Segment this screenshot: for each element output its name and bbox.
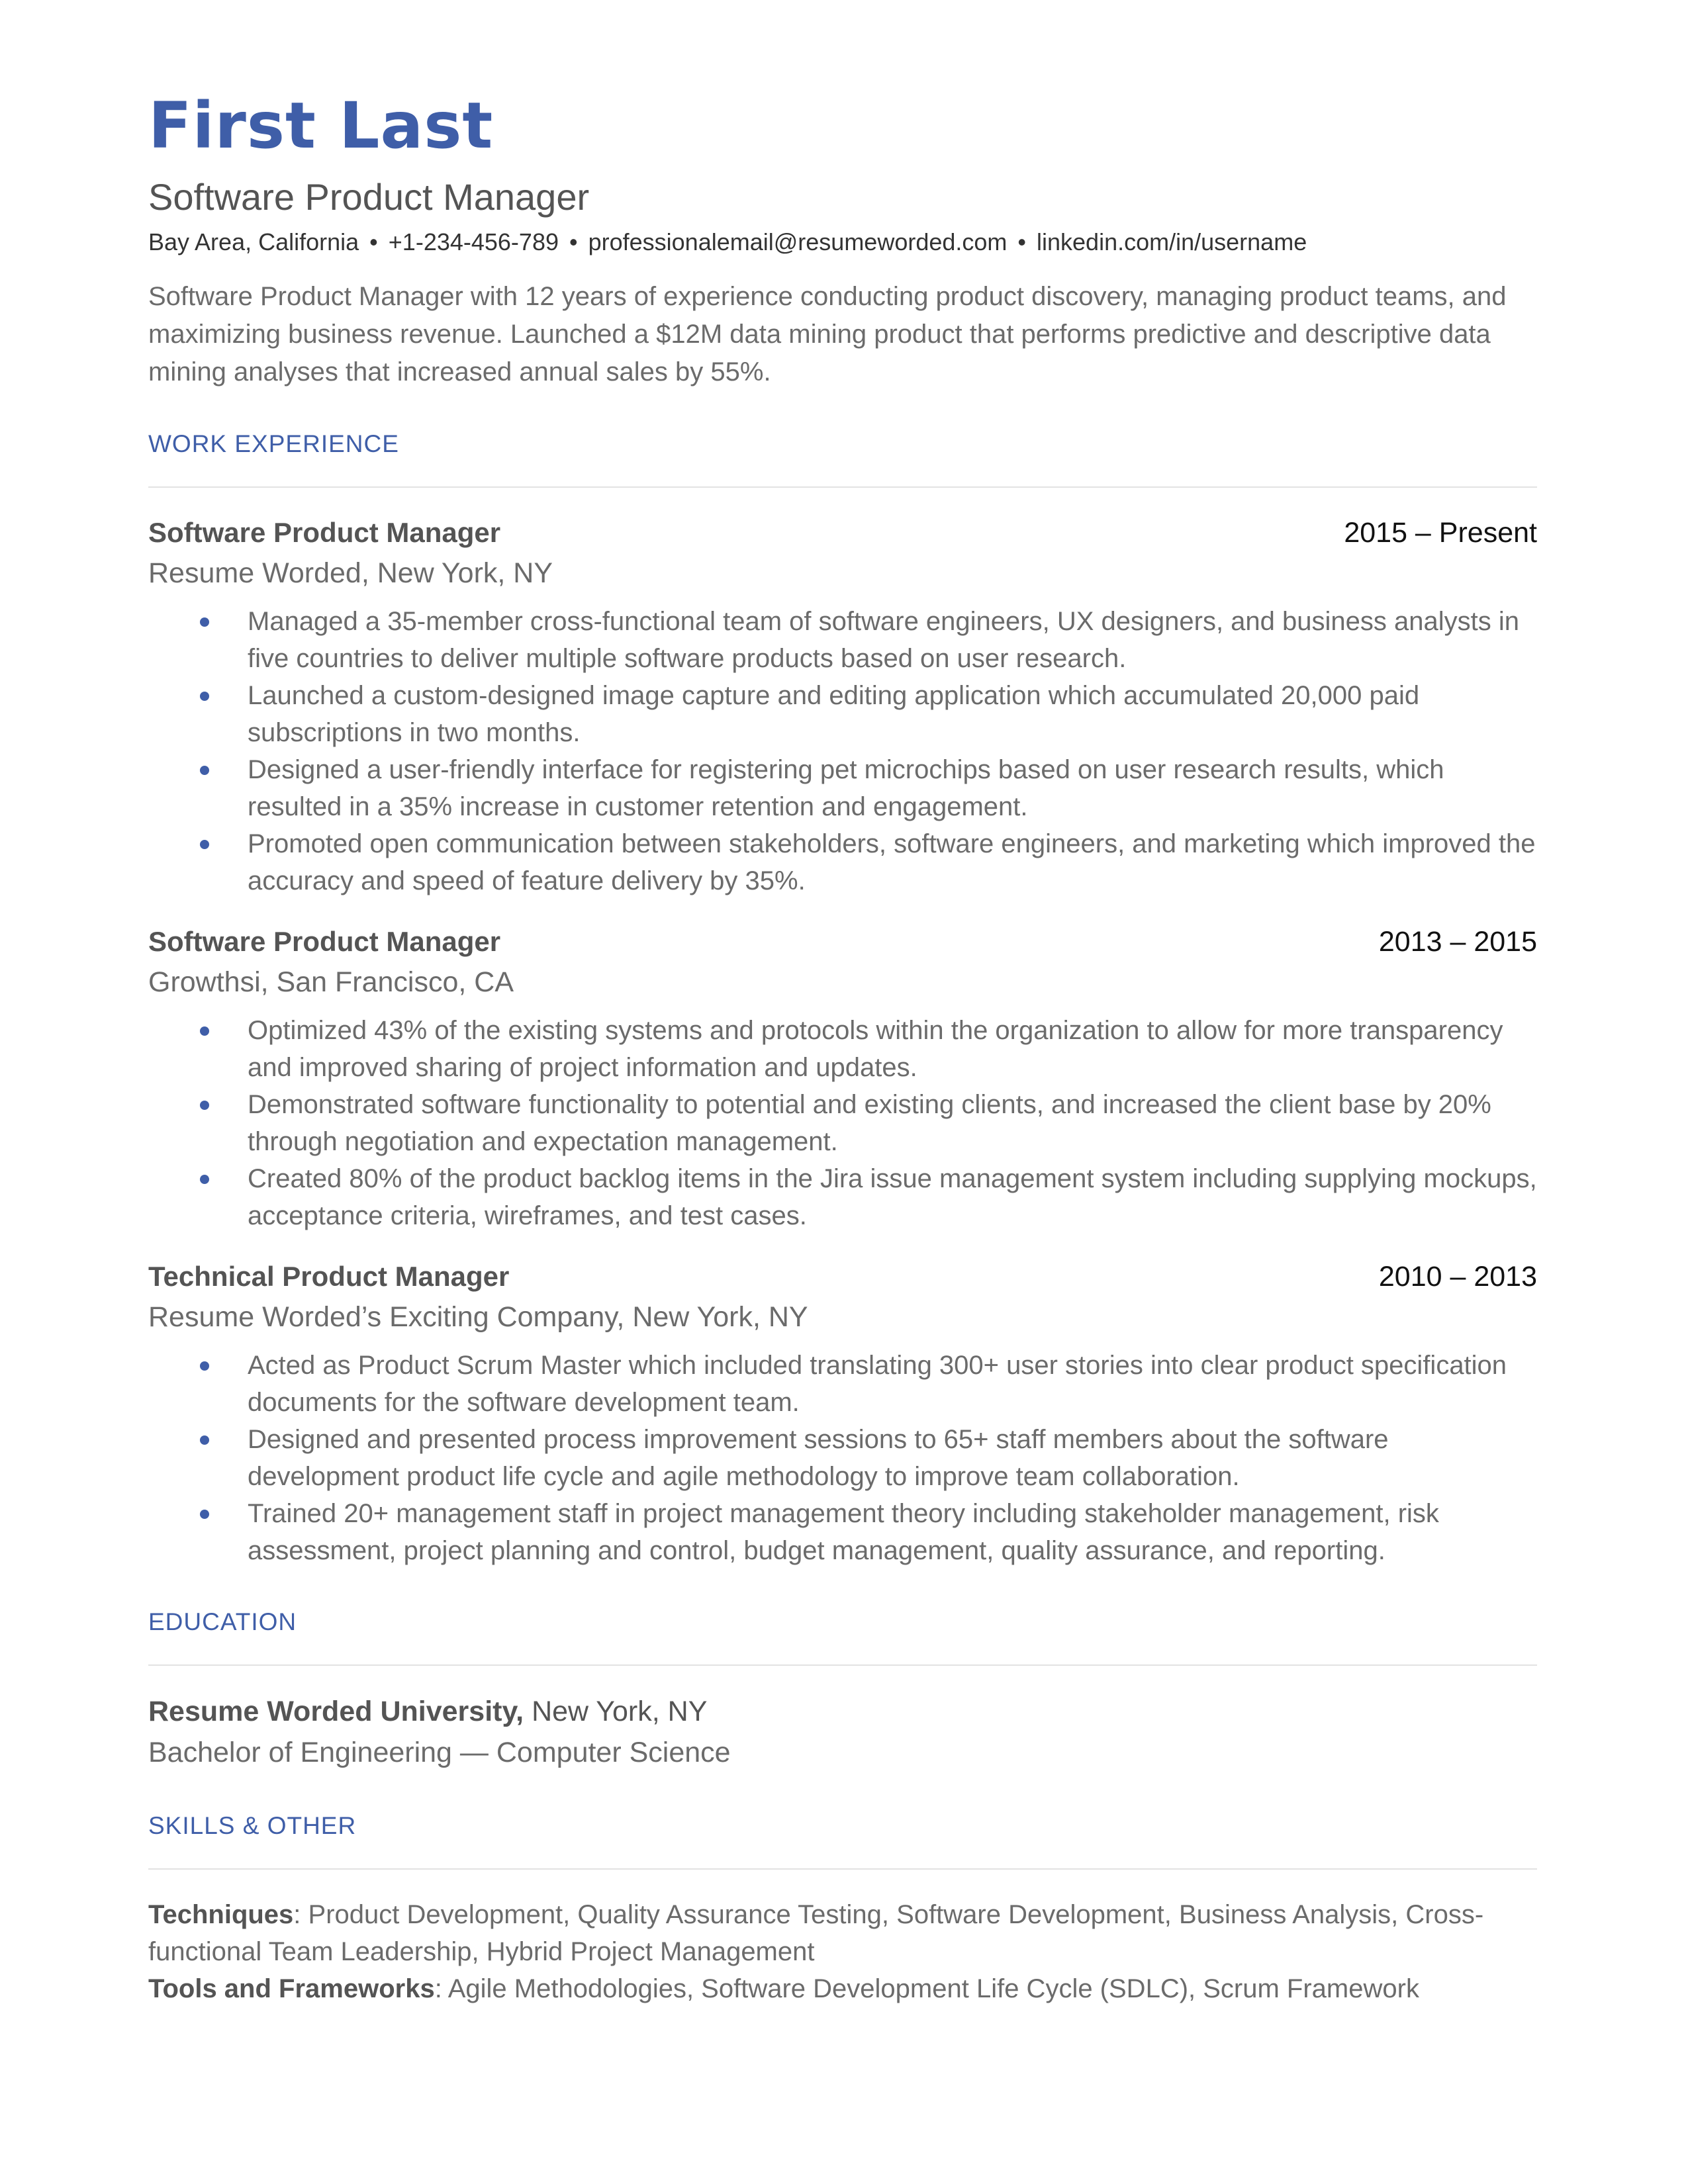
job-entry: [148, 922, 1537, 1234]
work-experience-heading: WORK EXPERIENCE: [148, 430, 399, 457]
contact-separator: •: [1017, 228, 1027, 255]
job-bullets: [148, 1012, 1537, 1234]
job-dates: 2013 – 2015: [1378, 926, 1537, 958]
education-entry: [148, 1691, 1537, 1773]
contact-separator: •: [569, 228, 578, 255]
bullet-text: Optimized 43% of the existing systems and protocols within the organization to allow for more transparency and improved sharing of project information and updates.: [248, 1016, 1503, 1082]
job-company: Resume Worded’s Exciting Company, New York, NY: [148, 1301, 808, 1333]
education-school-line: [148, 1691, 1537, 1732]
resume-page: [148, 85, 1537, 2007]
education-school: Resume Worded University,: [148, 1696, 524, 1727]
bullet-text: Promoted open communication between stakeholders, software engineers, and marketing which improved the accuracy and speed of feature delivery by 35%.: [248, 829, 1536, 895]
skills-tools-label: Tools and Frameworks: [148, 1974, 435, 2003]
bullet-icon: [200, 840, 209, 849]
bullet-text: Managed a 35-member cross-functional team of software engineers, UX designers, and business analysts in five countries to deliver multiple software products based on user research.: [248, 607, 1519, 673]
skills-block: [148, 1896, 1537, 2007]
contact-phone: +1-234-456-789: [388, 228, 559, 255]
job-role: Technical Product Manager: [148, 1261, 510, 1292]
job-company: Resume Worded, New York, NY: [148, 557, 553, 589]
job-entry: [148, 1257, 1537, 1569]
bullet-item: [148, 1421, 1537, 1495]
skills-tools: [148, 1970, 1537, 2007]
education-heading: EDUCATION: [148, 1608, 297, 1635]
candidate-title: Software Product Manager: [148, 176, 590, 218]
skills-techniques-list: : Product Development, Quality Assurance Testing, Software Development, Business Analysis, Cross-functional Team Leadership, Hybrid Project Management: [148, 1900, 1484, 1966]
contact-location: Bay Area, California: [148, 228, 359, 255]
skills-techniques-label: Techniques: [148, 1900, 294, 1929]
education-location: New York, NY: [532, 1696, 708, 1727]
section-divider: [148, 1664, 1537, 1666]
bullet-item: [148, 677, 1537, 751]
bullet-icon: [200, 1026, 209, 1036]
bullet-text: Designed and presented process improvement sessions to 65+ staff members about the software development product life cycle and agile methodology to improve team collaboration.: [248, 1425, 1389, 1491]
bullet-text: Designed a user-friendly interface for registering pet microchips based on user research results, which resulted in a 35% increase in customer retention and engagement.: [248, 755, 1444, 821]
job-bullets: [148, 603, 1537, 899]
job-header: [148, 513, 1537, 553]
bullet-text: Launched a custom-designed image capture and editing application which accumulated 20,000 paid subscriptions in two months.: [248, 681, 1420, 747]
job-dates: 2015 – Present: [1344, 517, 1537, 549]
job-company: Growthsi, San Francisco, CA: [148, 966, 514, 998]
job-role: Software Product Manager: [148, 926, 501, 957]
bullet-text: Trained 20+ management staff in project management theory including stakeholder management, risk assessment, project planning and control, budget management, quality assurance, and reporting.: [248, 1499, 1439, 1565]
bullet-icon: [200, 617, 209, 627]
job-entry: [148, 513, 1537, 899]
bullet-item: [148, 1160, 1537, 1234]
bullet-item: [148, 1086, 1537, 1160]
bullet-item: [148, 1012, 1537, 1086]
contact-separator: •: [369, 228, 378, 255]
bullet-text: Acted as Product Scrum Master which included translating 300+ user stories into clear product specification documents for the software development team.: [248, 1351, 1507, 1417]
bullet-icon: [200, 766, 209, 775]
contact-email: professionalemail@resumeworded.com: [588, 228, 1008, 255]
bullet-item: [148, 1495, 1537, 1569]
bullet-item: [148, 751, 1537, 825]
skills-heading: SKILLS & OTHER: [148, 1812, 357, 1839]
skills-techniques: [148, 1896, 1537, 1970]
bullet-text: Created 80% of the product backlog items in the Jira issue management system including supplying mockups, acceptance criteria, wireframes, and test cases.: [248, 1164, 1537, 1230]
section-divider: [148, 486, 1537, 488]
job-header: [148, 922, 1537, 962]
bullet-item: [148, 603, 1537, 677]
bullet-icon: [200, 1435, 209, 1445]
section-divider: [148, 1868, 1537, 1870]
bullet-text: Demonstrated software functionality to potential and existing clients, and increased the client base by 20% through negotiation and expectation management.: [248, 1090, 1491, 1156]
bullet-icon: [200, 1510, 209, 1519]
contact-linkedin: linkedin.com/in/username: [1037, 228, 1307, 255]
contact-line: [148, 224, 1537, 261]
bullet-icon: [200, 1361, 209, 1371]
job-dates: 2010 – 2013: [1378, 1261, 1537, 1293]
bullet-icon: [200, 692, 209, 701]
bullet-item: [148, 1347, 1537, 1421]
education-degree: Bachelor of Engineering — Computer Science: [148, 1737, 731, 1768]
job-header: [148, 1257, 1537, 1297]
bullet-icon: [200, 1175, 209, 1184]
candidate-name: First Last: [148, 89, 494, 163]
bullet-item: [148, 825, 1537, 899]
professional-summary: Software Product Manager with 12 years of experience conducting product discovery, managing product teams, and maximizing business revenue. Launched a $12M data mining product that performs predictive and descriptive data mining analyses that increased annual sales by 55%.: [148, 282, 1507, 387]
job-role: Software Product Manager: [148, 517, 501, 548]
bullet-icon: [200, 1101, 209, 1110]
skills-tools-list: : Agile Methodologies, Software Development Life Cycle (SDLC), Scrum Framework: [434, 1974, 1419, 2003]
job-bullets: [148, 1347, 1537, 1569]
